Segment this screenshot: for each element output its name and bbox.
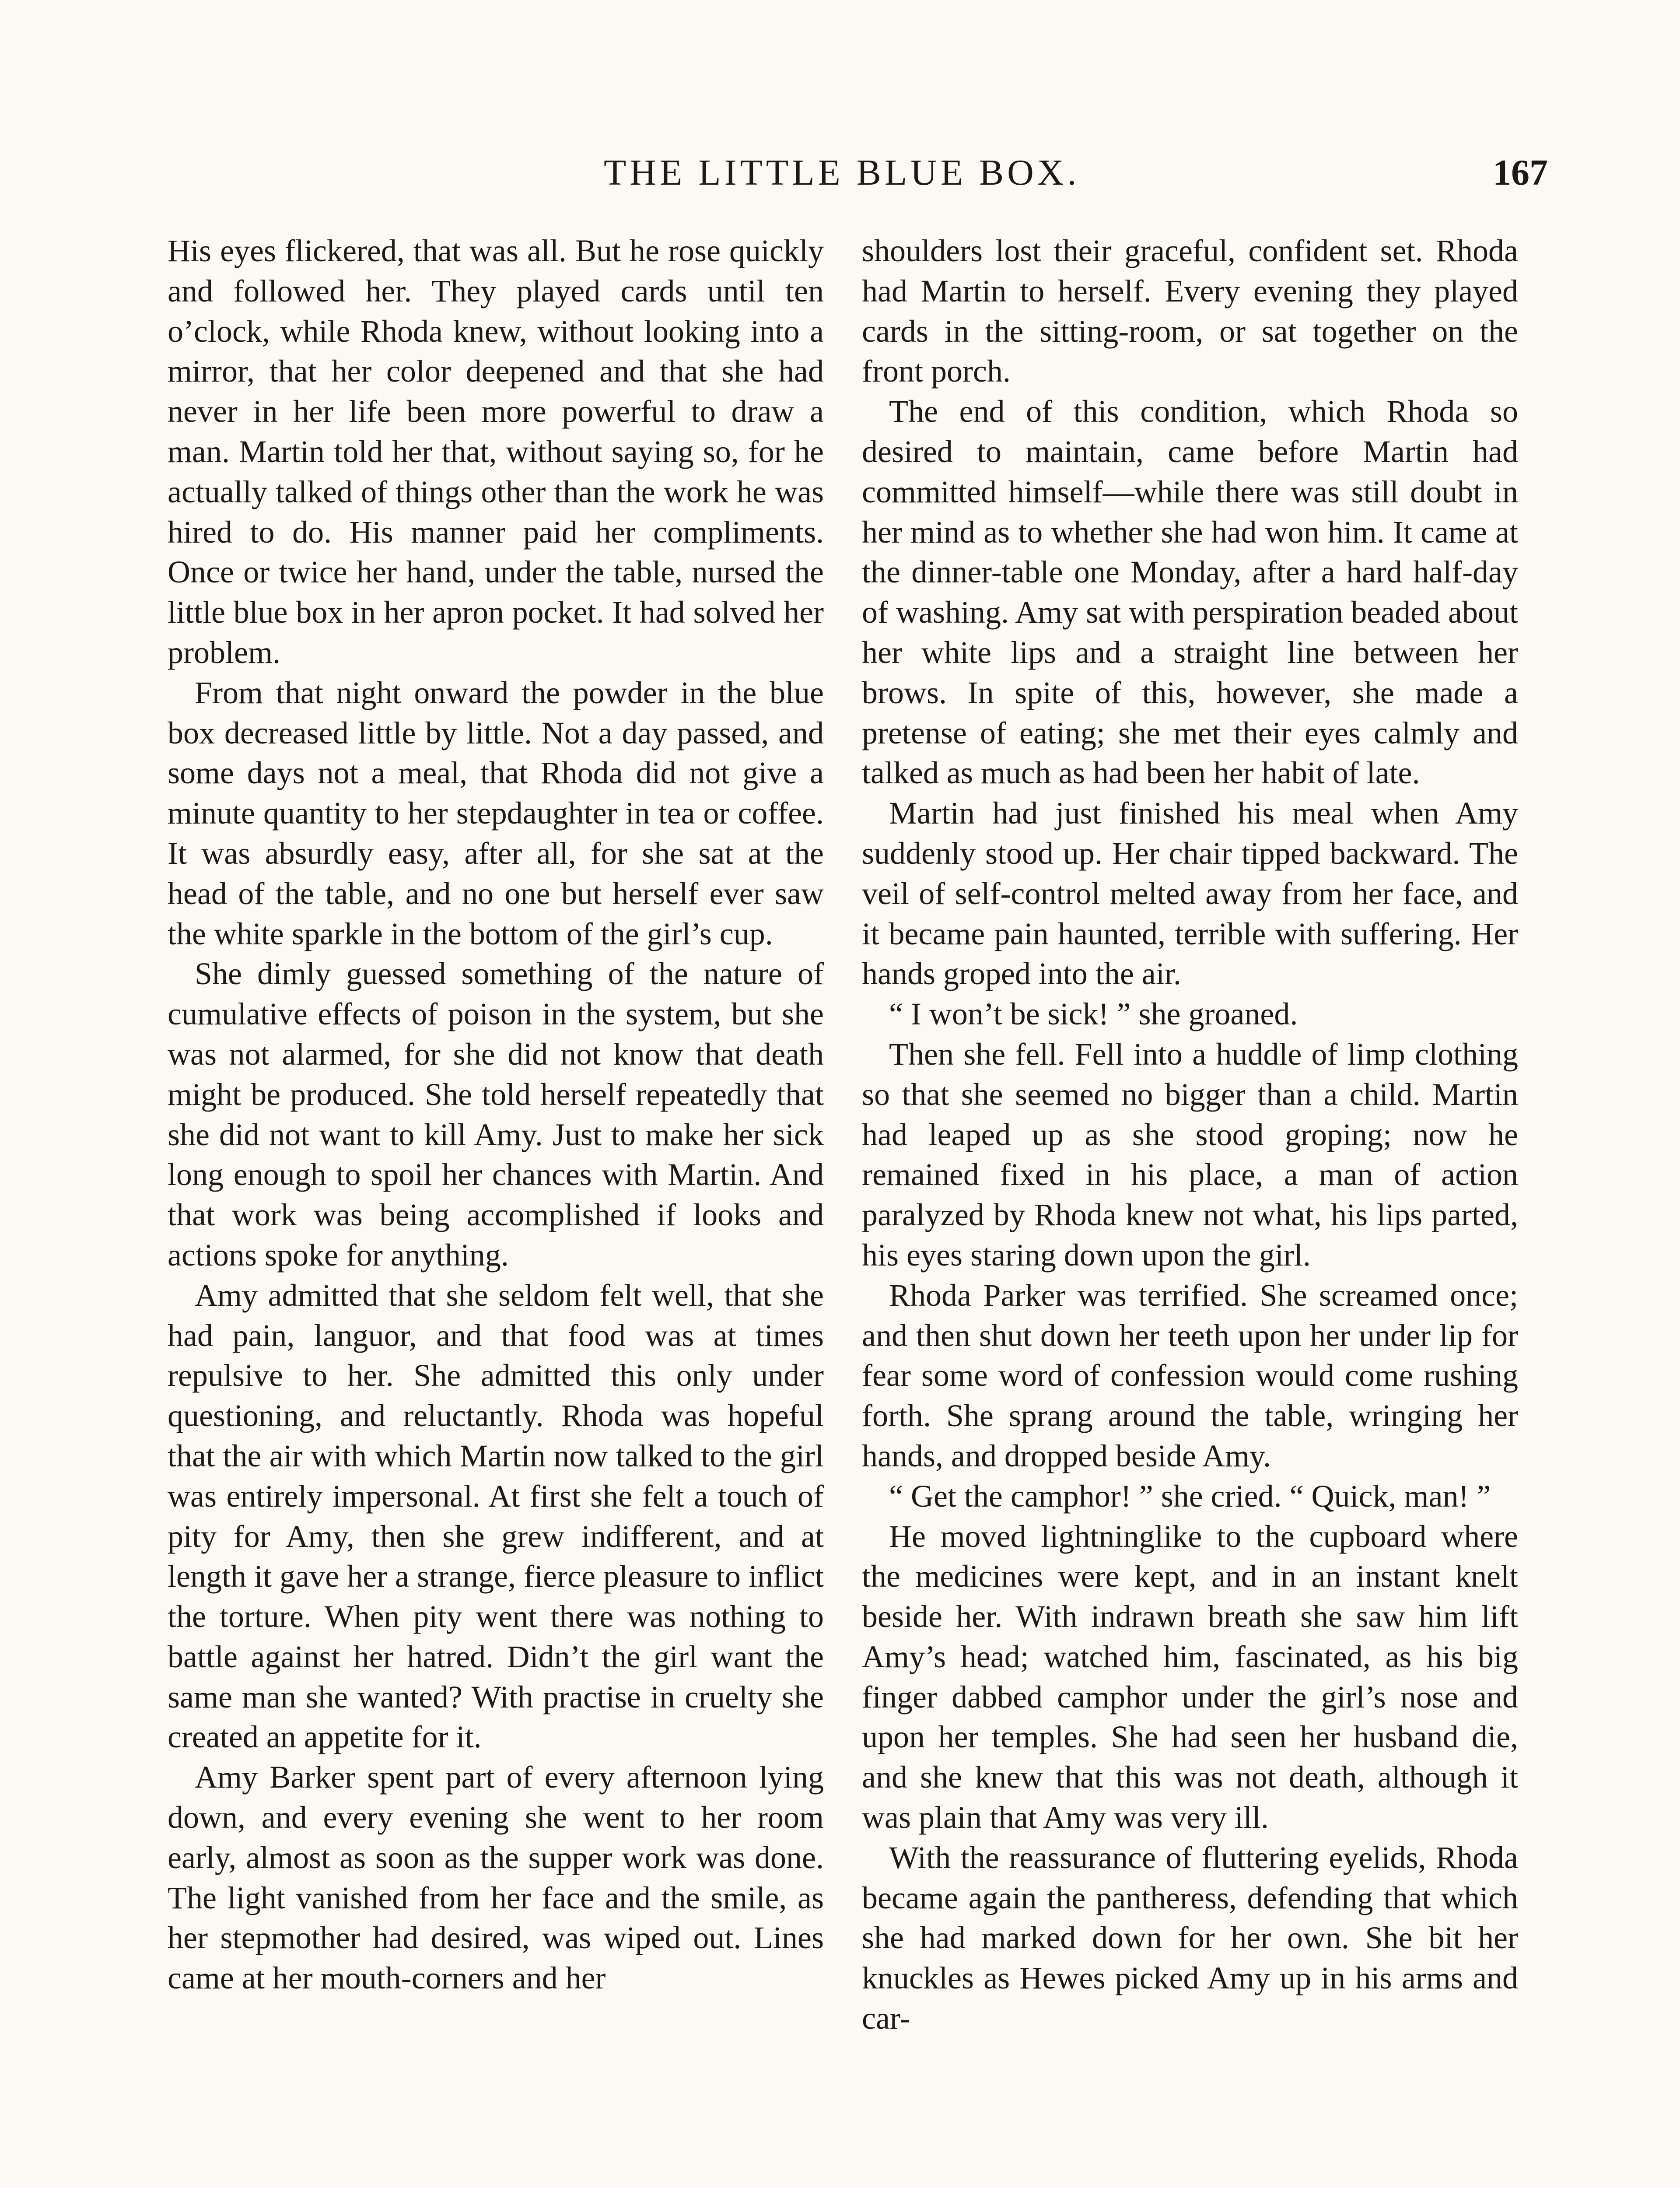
paragraph: From that night onward the powder in the blue box decreased little by little. Not a day passed, and some days not a meal, that Rhoda did not give a minute quantity to her stepdaughter in tea or coffee. It was absurdly easy, after all, for she sat at the head of the table, and no one but herself ever saw the white sparkle in the bottom of the girl’s cup. (168, 675, 824, 951)
paragraph: Rhoda Parker was terrified. She screamed once; and then shut down her teeth upon her under lip for fear some word of confession would come rushing forth. She sprang around the table, wringing her hands, and dropped beside Amy. (862, 1277, 1518, 1473)
left-column (168, 231, 824, 1999)
paragraph: With the reassurance of fluttering eyelids, Rhoda became again the pantheress, defending that which she had marked down for her own. She bit her knuckles as Hewes picked Amy up in his arms and car- (862, 1840, 1518, 2036)
page-number: 167 (1493, 152, 1548, 193)
page-header (0, 149, 1680, 197)
paragraph: She dimly guessed something of the nature of cumulative effects of poison in the system, but she was not alarmed, for she did not know that death might be produced. She told herself repeatedly that she did not want to kill Amy. Just to make her sick long enough to spoil her chances with Martin. And that work was being accomplished if looks and actions spoke for anything. (168, 956, 824, 1273)
paragraph: Amy admitted that she seldom felt well, that she had pain, languor, and that food was at times repulsive to her. She admitted this only under questioning, and reluctantly. Rhoda was hopeful that the air with which Martin now talked to the girl was entirely impersonal. At first she felt a touch of pity for Amy, then she grew indifferent, and at length it gave her a strange, fierce pleasure to inflict the torture. When pity went there was nothing to battle against her hatred. Didn’t the girl want the same man she wanted? With practise in cruelty she created an appetite for it. (168, 1277, 824, 1755)
paragraph: “ Get the camphor! ” she cried. “ Quick, man! ” (889, 1478, 1491, 1514)
paragraph: shoulders lost their graceful, confident set. Rhoda had Martin to herself. Every evening they played cards in the sitting-room, or sat together on the front porch. (862, 233, 1518, 389)
paragraph: Then she fell. Fell into a huddle of limp clothing so that she seemed no bigger than a child. Martin had leaped up as she stood groping; now he remained fixed in his place, a man of action paralyzed by Rhoda knew not what, his lips parted, his eyes staring down upon the girl. (862, 1036, 1518, 1273)
paragraph: His eyes flickered, that was all. But he rose quickly and followed her. They played cards until ten o’clock, while Rhoda knew, without looking into a mirror, that her color deepened and that she had never in her life been more powerful to draw a man. Martin told her that, without saying so, for he actually talked of things other than the work he was hired to do. His manner paid her compliments. Once or twice her hand, under the table, nursed the little blue box in her apron pocket. It had solved her problem. (168, 233, 824, 670)
paragraph: He moved lightninglike to the cupboard where the medicines were kept, and in an instant knelt beside her. With indrawn breath she saw him lift Amy’s head; watched him, fascinated, as his big finger dabbed camphor under the girl’s nose and upon her temples. She had seen her husband die, and she knew that this was not death, although it was plain that Amy was very ill. (862, 1518, 1518, 1835)
right-column (862, 231, 1518, 2039)
paragraph: The end of this condition, which Rhoda so desired to maintain, came before Martin had committed himself—while there was still doubt in her mind as to whether she had won him. It came at the dinner-table one Monday, after a hard half-day of washing. Amy sat with perspiration beaded about her white lips and a straight line between her brows. In spite of this, however, she made a pretense of eating; she met their eyes calmly and talked as much as had been her habit of late. (862, 394, 1518, 791)
paragraph: Amy Barker spent part of every afternoon lying down, and every evening she went to her room early, almost as soon as the supper work was done. The light vanished from her face and the smile, as her stepmother had desired, was wiped out. Lines came at her mouth-corners and her (168, 1760, 824, 1996)
paragraph: “ I won’t be sick! ” she groaned. (889, 996, 1298, 1032)
running-title: THE LITTLE BLUE BOX. (604, 152, 1080, 193)
paragraph: Martin had just finished his meal when Amy suddenly stood up. Her chair tipped backward. The veil of self-control melted away from her face, and it became pain haunted, terrible with suffering. Her hands groped into the air. (862, 796, 1518, 992)
